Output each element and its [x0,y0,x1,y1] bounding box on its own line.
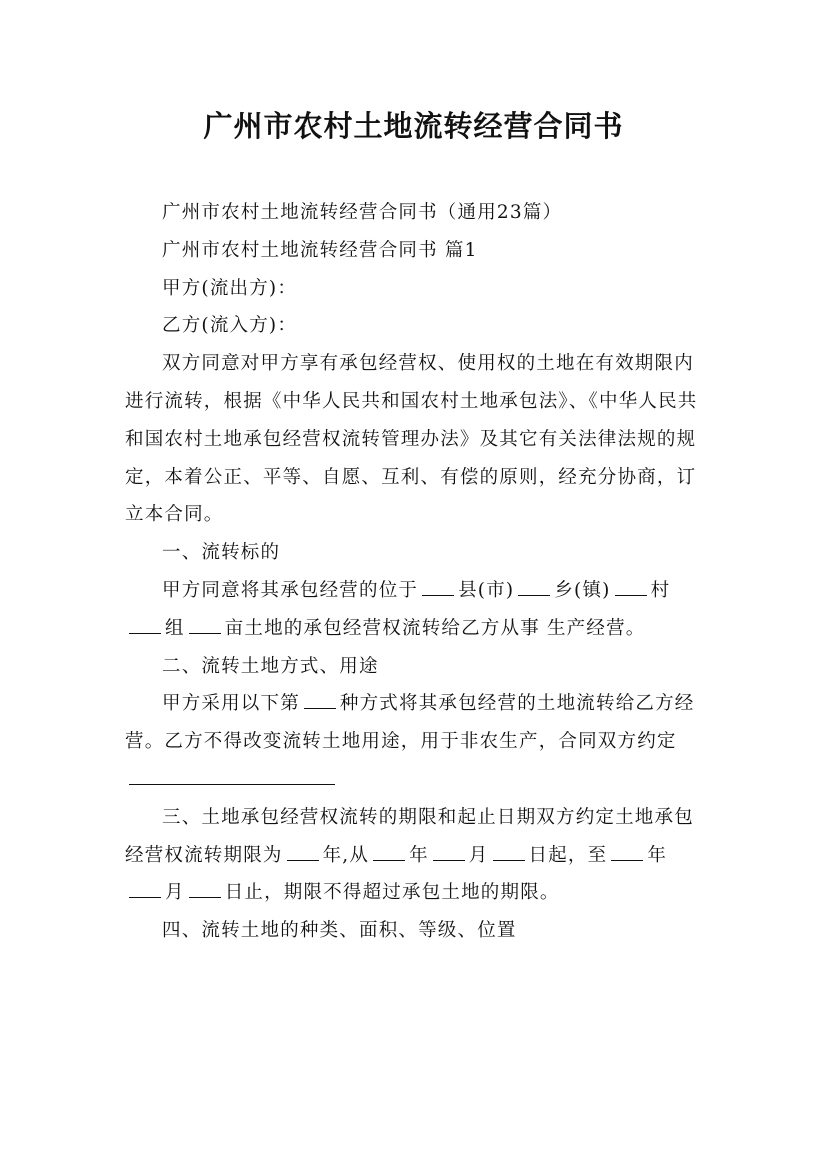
subtitle-line: 广州市农村土地流转经营合同书（通用23篇） [162,202,563,223]
party-a-line: 甲方(流出方)： [162,277,298,299]
intro-paragraph: 双方同意对甲方享有承包经营权、使用权的土地在有效期限内进行流转，根据《中华人民共和国农村土地承包法》、《中华人民共和国农村土地承包经营权流转管理办法》及其它有关法律法规的规定，本着公正、平等、自愿、互利、有偿的原则，经充分协商，订立本合同。 [125,353,698,526]
blank-field [189,878,221,898]
blank-field [129,878,161,898]
blank-field [129,765,335,785]
text-run: 甲方采用以下第 [162,693,300,715]
text-run: 月 [468,844,489,866]
text-run: 年,从 [322,844,370,866]
section-2-paragraph [125,685,702,798]
text-run: 种方式将其承包经营的土地流转给乙方经营。乙方不得改变流转土地用途，用于非农生产，合同双方约定 [125,693,695,753]
text-run: 年 [409,844,429,866]
text-run: 日止，期限不得超过承包土地的期限。 [224,882,560,904]
section-4-heading: 四、流转土地的种类、面积、等级、位置 [162,920,517,942]
text-run: 月 [165,882,185,904]
blank-field [422,576,454,596]
text-run: 县(市) [458,579,515,601]
text-run: 亩土地的承包经营权流转给乙方从事 生产经营。 [224,617,646,639]
blank-field [518,576,550,596]
blank-field [493,840,525,860]
blank-field [433,840,465,860]
blank-field [287,840,319,860]
text-run: 三、土地承包经营权流转的期限和起止日期双方约定土地承包经营权流转期限为 [125,806,694,866]
blank-field [611,840,643,860]
section-3-paragraph [125,799,702,912]
blank-field [615,576,647,596]
blank-field [189,613,221,633]
text-run: 甲方同意将其承包经营的位于 [162,579,419,601]
blank-field [129,613,161,633]
blank-field [304,689,336,709]
text-run: 乡(镇) [554,579,611,601]
text-run: 年 [647,844,668,866]
document-title: 广州市农村土地流转经营合同书 [203,109,624,143]
text-run: 组 [165,617,185,639]
document-body [125,194,702,950]
section-2-heading: 二、流转土地方式、用途 [162,655,379,677]
text-run: 村 [650,579,671,601]
section-1-paragraph [125,572,702,648]
section-1-heading: 一、流转标的 [162,542,281,564]
blank-field [373,840,405,860]
chapter-line: 广州市农村土地流转经营合同书 篇1 [162,239,478,261]
party-b-line: 乙方(流入方)： [162,315,298,337]
text-run: 日起，至 [528,844,608,866]
